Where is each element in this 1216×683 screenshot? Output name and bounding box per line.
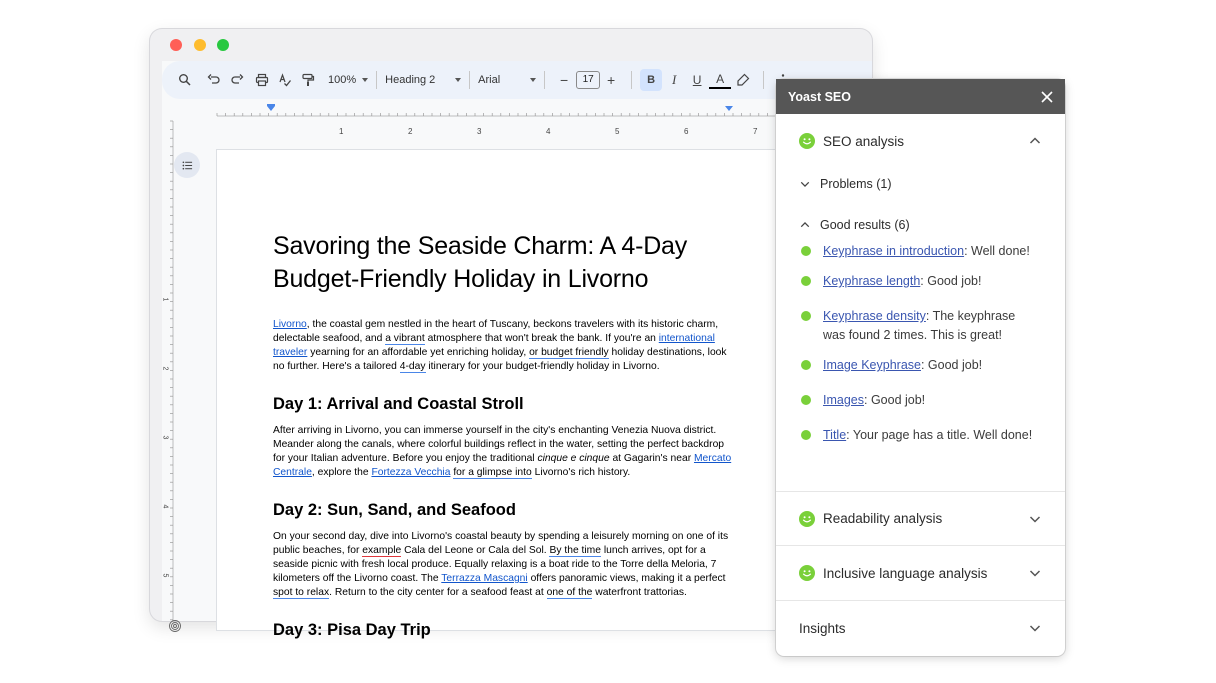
text-run: , explore the: [311, 467, 372, 478]
result-text: : Good job!: [864, 393, 926, 407]
style-select[interactable]: [385, 74, 461, 86]
close-window-button[interactable]: [170, 39, 182, 51]
close-icon[interactable]: [1041, 91, 1053, 103]
text-run: , the coastal gem nestled in the heart of Tuscany, beckons travelers with its historic charm, delectable seafood, and: [273, 319, 719, 344]
text-run: holiday destinations, look no further. Here's a tailored: [273, 347, 727, 372]
inclusive-language-label-group: [799, 565, 987, 581]
text-run: On your second day, dive into Livorno's coastal beauty by spending a leisurely morning on one of its public beaches, for: [273, 531, 729, 556]
mercato-centrale-link[interactable]: Mercato Centrale: [273, 453, 732, 478]
vertical-ruler[interactable]: [162, 121, 174, 621]
font-value: Arial: [478, 74, 501, 86]
good-bullet: [801, 311, 811, 321]
inclusive-language-label: Inclusive language analysis: [823, 565, 988, 581]
result-text: : Good job!: [920, 274, 982, 288]
toolbar-divider: [631, 71, 632, 89]
ruler-number: 2: [408, 127, 413, 136]
chevron-up-icon: [800, 220, 810, 230]
undo-icon[interactable]: [203, 69, 225, 91]
underline-button[interactable]: U: [692, 73, 702, 87]
print-icon[interactable]: [251, 69, 273, 91]
vruler-number: 2: [161, 366, 169, 371]
chevron-up-icon: [1029, 135, 1041, 147]
vruler-number: 1: [161, 297, 169, 302]
text-run: waterfront trattorias.: [592, 587, 687, 598]
text-run: offers panoramic views, making it a perfect: [527, 573, 726, 584]
text-run: at Gagarin's near: [609, 453, 694, 464]
document-page[interactable]: [217, 150, 837, 639]
chevron-down-icon: [530, 78, 536, 82]
readability-toggle[interactable]: [776, 492, 1065, 545]
list-item: [776, 356, 1065, 375]
list-item: [776, 272, 1065, 291]
chevron-down-icon: [800, 179, 810, 189]
insights-toggle[interactable]: [776, 601, 1065, 655]
vruler-number: 5: [161, 573, 169, 578]
grammar-suggestion[interactable]: one of the: [546, 587, 593, 598]
seo-analysis-label: SEO analysis: [823, 133, 905, 149]
zoom-value: 100%: [328, 74, 357, 86]
vruler-number: 4: [161, 504, 169, 509]
international-traveler-link[interactable]: international traveler: [273, 333, 715, 358]
smile-icon: [799, 133, 815, 149]
problems-label: Problems (1): [820, 177, 892, 191]
insights-label: Insights: [799, 620, 846, 636]
text-run: After arriving in Livorno, you can immerse yourself in the city's enchanting Venezia Nuova district. Meander along the canals, where colorful buildings reflect in the water, setting the perfect backdrop for your Italian adventure. Before you enjoy the traditional: [273, 425, 725, 464]
livorno-link[interactable]: Livorno: [273, 319, 307, 330]
inclusive-language-toggle[interactable]: [776, 546, 1065, 600]
readability-label: Readability analysis: [823, 511, 943, 526]
text-run: yearning for an affordable yet enriching holiday,: [307, 347, 530, 358]
result-text: : Well done!: [964, 244, 1030, 258]
font-select[interactable]: [478, 74, 536, 86]
smile-icon: [799, 565, 815, 581]
toolbar-divider: [376, 71, 377, 89]
list-item: [776, 242, 1065, 261]
text-run: Livorno's rich history.: [531, 467, 631, 478]
chevron-down-icon: [1029, 567, 1041, 579]
chevron-down-icon: [362, 78, 368, 82]
ruler-number: 7: [753, 127, 758, 136]
result-link[interactable]: Title: [823, 428, 847, 442]
inclusive-language-section: [776, 546, 1065, 601]
toolbar-divider: [544, 71, 545, 89]
redo-icon[interactable]: [226, 69, 248, 91]
readability-section: [776, 492, 1065, 546]
day2-paragraph: [273, 530, 735, 600]
decrease-font-size-button[interactable]: −: [560, 72, 569, 88]
vruler-number: 3: [161, 435, 169, 440]
document-content[interactable]: [273, 230, 735, 650]
good-results-label: Good results (6): [820, 218, 910, 232]
good-bullet: [801, 276, 811, 286]
day2-heading: Day 2: Sun, Sand, and Seafood: [273, 501, 516, 519]
text-color-button[interactable]: A: [709, 71, 731, 89]
highlighter-icon[interactable]: [732, 69, 754, 91]
result-link[interactable]: Keyphrase in introduction: [823, 244, 965, 258]
good-bullet: [801, 430, 811, 440]
toolbar-divider: [469, 71, 470, 89]
font-size-input[interactable]: 17: [576, 71, 600, 89]
text-run: . Return to the city center for a seafood feast at: [329, 587, 547, 598]
chevron-down-icon: [455, 78, 461, 82]
grammar-suggestion[interactable]: for a glimpse into: [453, 467, 532, 478]
outline-button[interactable]: [174, 152, 200, 178]
spellcheck-icon[interactable]: [274, 69, 296, 91]
result-text: : Your page has a title. Well done!: [846, 428, 1033, 442]
terrazza-mascagni-link[interactable]: Terrazza Mascagni: [441, 573, 528, 584]
seo-analysis-section: [776, 114, 1065, 492]
good-bullet: [801, 246, 811, 256]
readability-label-group: [799, 511, 942, 527]
italic-text: cinque e cinque: [537, 453, 610, 464]
title-bar: [150, 29, 872, 61]
list-item: [776, 426, 1065, 445]
text-run: atmosphere that won't break the bank. If you're an: [424, 333, 659, 344]
search-icon[interactable]: [174, 69, 196, 91]
good-bullet: [801, 395, 811, 405]
seo-analysis-label-group: [799, 133, 904, 149]
grammar-suggestion[interactable]: By the time: [549, 545, 601, 556]
grammar-suggestion[interactable]: or budget friendly: [529, 347, 609, 358]
insights-label-group: [799, 621, 846, 636]
result-link[interactable]: Image Keyphrase: [823, 358, 921, 372]
zoom-select[interactable]: [328, 74, 368, 86]
grammar-suggestion[interactable]: spot to relax: [273, 587, 330, 598]
ruler-number: 4: [546, 127, 551, 136]
maximize-window-button[interactable]: [217, 39, 229, 51]
result-text: : Good job!: [920, 358, 983, 372]
grammar-suggestion[interactable]: a vibrant: [385, 333, 425, 344]
day1-paragraph: [273, 424, 735, 480]
fingerprint-icon[interactable]: [168, 619, 182, 633]
intro-paragraph: [273, 318, 735, 374]
text-run: itinerary for your budget-friendly holiday in Livorno.: [425, 361, 660, 372]
smile-icon: [799, 511, 815, 527]
good-results-list: [776, 242, 1065, 445]
result-link[interactable]: Keyphrase density: [823, 309, 926, 323]
ruler-number: 6: [684, 127, 689, 136]
yoast-seo-panel: [776, 79, 1065, 656]
problems-toggle[interactable]: [776, 168, 1065, 200]
chevron-down-icon: [1029, 513, 1041, 525]
bold-button[interactable]: B: [640, 69, 662, 91]
yoast-header: [776, 79, 1065, 114]
text-run: Cala del Leone or Cala del Sol.: [401, 545, 550, 556]
minimize-window-button[interactable]: [194, 39, 206, 51]
increase-font-size-button[interactable]: +: [607, 72, 616, 88]
spelling-suggestion[interactable]: example: [362, 545, 402, 556]
grammar-suggestion[interactable]: 4-day: [399, 361, 426, 372]
document-title: Savoring the Seaside Charm: A 4-Day Budget-Friendly Holiday in Livorno: [273, 232, 688, 293]
ruler-number: 3: [477, 127, 482, 136]
day3-heading: Day 3: Pisa Day Trip: [273, 621, 431, 639]
outline-icon: [182, 160, 193, 171]
paint-format-icon[interactable]: [297, 69, 319, 91]
horizontal-ruler[interactable]: [217, 103, 867, 117]
list-item: [776, 391, 1065, 410]
text-run: lunch arrives, opt for a seaside picnic with fresh local produce. Equally relaxing is a boat ride to the Torre della Meloria, 7 kilometers off the Livorno coast. The: [273, 545, 717, 584]
toolbar-divider: [763, 71, 764, 89]
result-link[interactable]: Images: [823, 393, 864, 407]
result-link[interactable]: Keyphrase length: [823, 274, 921, 288]
ruler-number: 5: [615, 127, 620, 136]
insights-section: [776, 601, 1065, 655]
good-bullet: [801, 360, 811, 370]
fortezza-vecchia-link[interactable]: Fortezza Vecchia: [371, 467, 451, 478]
day1-heading: Day 1: Arrival and Coastal Stroll: [273, 395, 524, 413]
italic-button[interactable]: I: [671, 72, 677, 87]
yoast-title: Yoast SEO: [788, 89, 851, 104]
good-results-toggle[interactable]: [776, 210, 1065, 240]
seo-analysis-toggle[interactable]: [776, 114, 1065, 168]
style-value: Heading 2: [385, 74, 436, 86]
result-text: : The keyphrase was found 2 times. This is great!: [823, 309, 1016, 342]
ruler-number: 1: [339, 127, 344, 136]
list-item: [776, 307, 1065, 345]
chevron-down-icon: [1029, 622, 1041, 634]
docs-toolbar: [162, 61, 872, 99]
